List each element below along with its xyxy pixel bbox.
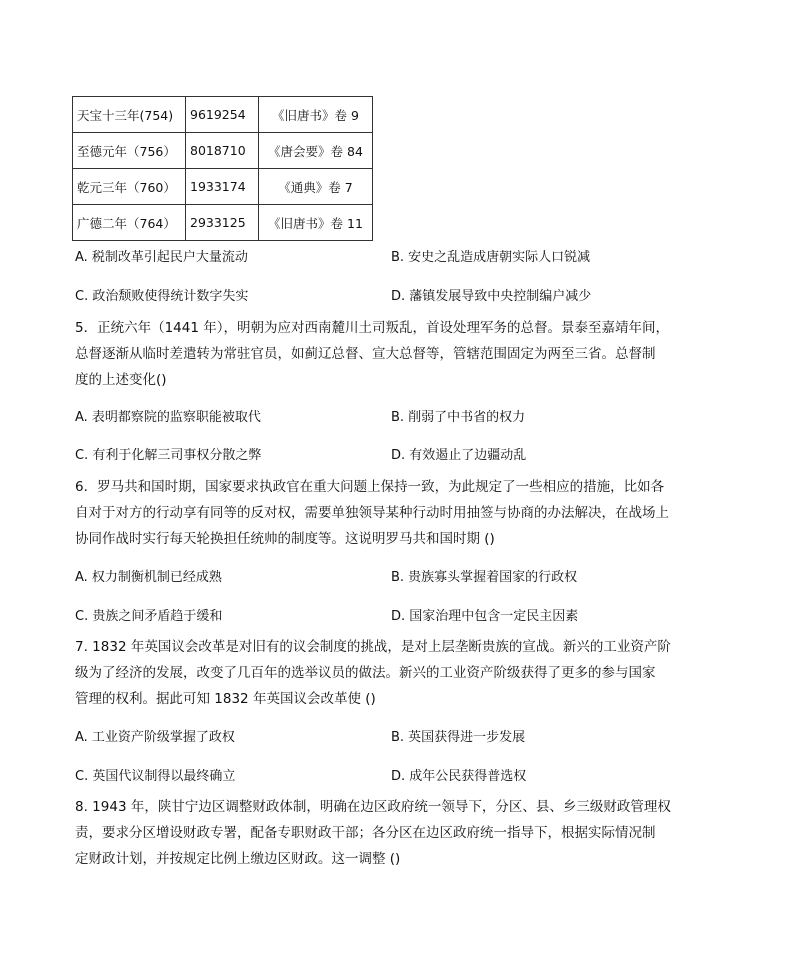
q7-stem-line-2: 级为了经济的发展，改变了几百年的选举议员的做法。新兴的工业资产阶级获得了更多的参与国家 bbox=[75, 665, 656, 681]
q5-stem-line-1: 5．正统六年（1441 年），明朝为应对西南麓川土司叛乱，首设处理军务的总督。景泰至嘉靖年间， bbox=[75, 320, 669, 336]
source-cell: 《通典》卷 7 bbox=[259, 169, 373, 205]
population-table bbox=[72, 96, 373, 241]
source-cell: 《旧唐书》卷 11 bbox=[259, 205, 373, 241]
q7-option-d: D. 成年公民获得普选权 bbox=[391, 769, 527, 784]
era-cell: 乾元三年（760） bbox=[73, 169, 186, 205]
q6-option-b: B. 贵族寡头掌握着国家的行政权 bbox=[391, 570, 578, 585]
q5-option-c: C. 有利于化解三司事权分散之弊 bbox=[75, 448, 262, 463]
q6-option-d: D. 国家治理中包含一定民主因素 bbox=[391, 609, 579, 624]
q7-stem-line-3: 管理的权利。据此可知 1832 年英国议会改革使 () bbox=[75, 691, 376, 707]
q5-stem-line-3: 度的上述变化() bbox=[75, 372, 167, 388]
count-cell: 2933125 bbox=[186, 205, 259, 241]
q4-option-a: A. 税制改革引起民户大量流动 bbox=[75, 250, 248, 265]
q6-stem-line-3: 协同作战时实行每天轮换担任统帅的制度等。这说明罗马共和国时期 () bbox=[75, 531, 495, 547]
table-row bbox=[73, 133, 373, 169]
q7-option-c: C. 英国代议制得以最终确立 bbox=[75, 769, 236, 784]
q5-option-d: D. 有效遏止了边疆动乱 bbox=[391, 448, 527, 463]
source-cell: 《旧唐书》卷 9 bbox=[259, 97, 373, 133]
q8-stem-line-2: 责，要求分区增设财政专署，配备专职财政干部；各分区在边区政府统一指导下，根据实际情况制 bbox=[75, 825, 656, 841]
era-cell: 广德二年（764） bbox=[73, 205, 186, 241]
count-cell: 1933174 bbox=[186, 169, 259, 205]
q4-option-b: B. 安史之乱造成唐朝实际人口锐减 bbox=[391, 250, 591, 265]
table-row bbox=[73, 205, 373, 241]
q6-option-c: C. 贵族之间矛盾趋于缓和 bbox=[75, 609, 223, 624]
q7-stem-line-1: 7. 1832 年英国议会改革是对旧有的议会制度的挑战，是对上层垄断贵族的宣战。新兴的工业资产阶 bbox=[75, 639, 671, 655]
source-cell: 《唐会要》卷 84 bbox=[259, 133, 373, 169]
q4-option-d: D. 藩镇发展导致中央控制编户减少 bbox=[391, 289, 592, 304]
q7-option-a: A. 工业资产阶级掌握了政权 bbox=[75, 730, 235, 745]
q6-stem-line-2: 自对于对方的行动享有同等的反对权，需要单独领导某种行动时用抽签与协商的办法解决，在战场上 bbox=[75, 505, 669, 521]
q7-option-b: B. 英国获得进一步发展 bbox=[391, 730, 526, 745]
count-cell: 9619254 bbox=[186, 97, 259, 133]
q6-stem-line-1: 6．罗马共和国时期，国家要求执政官在重大问题上保持一致，为此规定了一些相应的措施，比如各 bbox=[75, 479, 665, 495]
q4-option-c: C. 政治颓败使得统计数字失实 bbox=[75, 289, 249, 304]
q8-stem-line-1: 8. 1943 年，陕甘宁边区调整财政体制，明确在边区政府统一领导下，分区、县、乡三级财政管理权 bbox=[75, 799, 671, 815]
q5-stem-line-2: 总督逐渐从临时差遣转为常驻官员，如蓟辽总督、宣大总督等，管辖范围固定为两至三省。总督制 bbox=[75, 346, 656, 362]
q6-option-a: A. 权力制衡机制已经成熟 bbox=[75, 570, 222, 585]
era-cell: 至德元年（756） bbox=[73, 133, 186, 169]
count-cell: 8018710 bbox=[186, 133, 259, 169]
table-row bbox=[73, 97, 373, 133]
table-row bbox=[73, 169, 373, 205]
q5-option-a: A. 表明都察院的监察职能被取代 bbox=[75, 410, 261, 425]
era-cell: 天宝十三年(754) bbox=[73, 97, 186, 133]
q5-option-b: B. 削弱了中书省的权力 bbox=[391, 410, 526, 425]
q8-stem-line-3: 定财政计划，并按规定比例上缴边区财政。这一调整 () bbox=[75, 851, 401, 867]
